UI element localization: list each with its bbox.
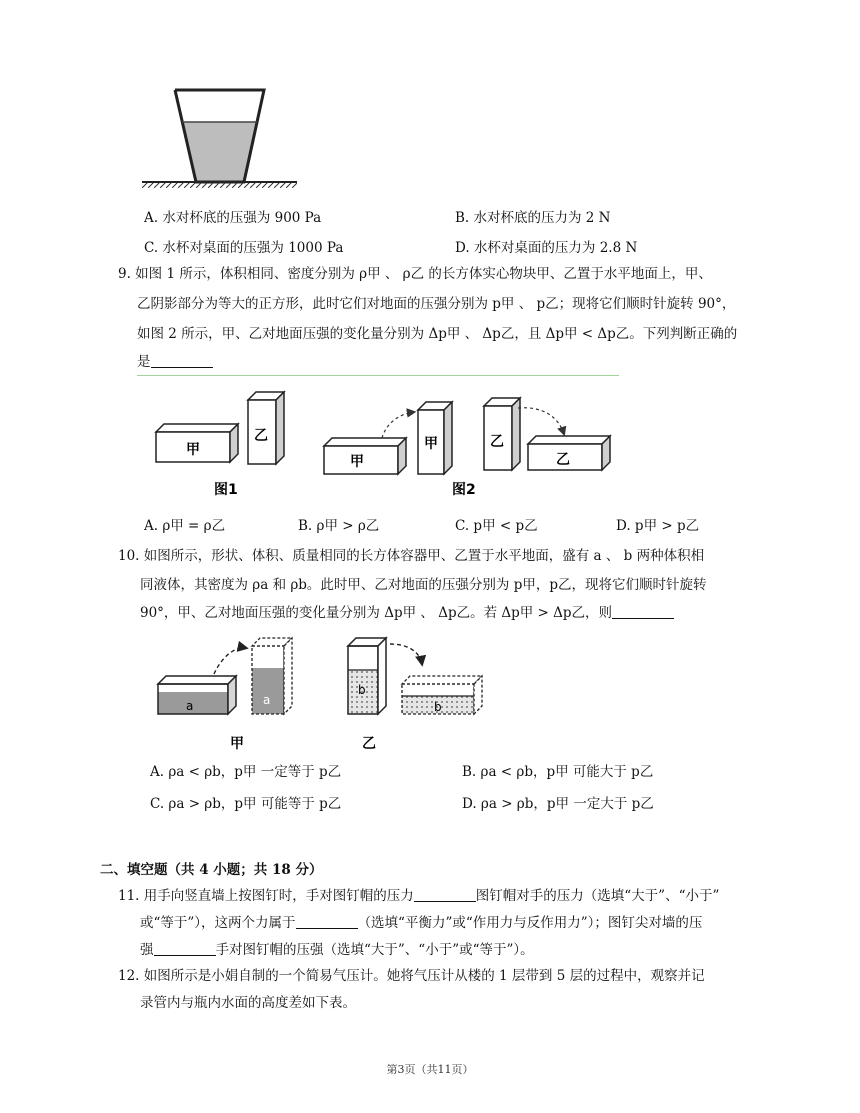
q9-line-4-text: 是: [137, 354, 151, 370]
fig2-block-yi-horizontal: [528, 436, 610, 470]
q9-line-1: 9. 如图 1 所示，体积相同、密度分别为 ρ甲 、 ρ乙 的长方体实心物块甲、乙置于水平地面上，甲、: [118, 266, 712, 282]
page-footer: 第3页（共11页）: [386, 1063, 474, 1076]
q10-line-1: 10. 如图所示，形状、体积、质量相同的长方体容器甲、乙置于水平地面，盛有 a 、 b 两种体积相: [118, 548, 705, 564]
divider: [137, 375, 619, 376]
fig1-label-yi: 乙: [254, 428, 268, 444]
q11-line-2: [140, 913, 702, 933]
q10-answer-blank[interactable]: [612, 604, 674, 619]
q11-line-3: [140, 940, 534, 960]
q12-line-2: 录管内与瓶内水面的高度差如下表。: [140, 995, 356, 1011]
q10-line-2: 同液体，其密度为 ρa 和 ρb。此时甲、乙对地面的压强分别为 p甲，p乙，现将它们顺时针旋转: [140, 577, 707, 593]
q10-line-3: [140, 603, 674, 623]
fig1-block-jia: [156, 424, 238, 462]
q11-blank-3[interactable]: [154, 941, 216, 956]
fig2-label-yi-horizontal: 乙: [556, 452, 570, 468]
q10-figure: [150, 630, 490, 752]
cup-figure: [130, 86, 305, 196]
q11-line-3a: 强: [140, 942, 154, 958]
fig2-label-jia-horizontal: 甲: [350, 454, 364, 470]
container-jia-vertical: [252, 638, 292, 714]
q10-option-d: D. ρa > ρb，p甲 一定大于 p乙: [462, 796, 654, 812]
fig2-label-jia-vertical: 甲: [424, 436, 438, 452]
q8-option-d: D. 水杯对桌面的压力为 2.8 N: [455, 240, 638, 256]
q11-line-1: [118, 886, 719, 906]
container-yi-vertical: [348, 638, 386, 714]
liquid-a-label-horizontal: a: [186, 699, 194, 713]
q9-figure: [150, 388, 620, 500]
liquid-a-label-vertical: a: [263, 693, 271, 707]
q11-line-2b: （选填“平衡力”或“作用力与反作用力”）；图钉尖对墙的压: [357, 915, 703, 931]
q8-option-c: C. 水杯对桌面的压强为 1000 Pa: [144, 240, 344, 256]
fig1-block-yi: [248, 392, 284, 464]
q11-line-1a: 11. 用手向竖直墙上按图钉时，手对图钉帽的压力: [118, 888, 414, 904]
q9-option-c: C. p甲 < p乙: [455, 518, 538, 534]
q8-option-b: B. 水对杯底的压力为 2 N: [455, 210, 611, 226]
q9-line-3: 如图 2 所示，甲、乙对地面压强的变化量分别为 Δp甲 、 Δp乙，且 Δp甲 < Δp乙。下列判断正确的: [137, 326, 738, 342]
section-2-heading: 二、填空题（共 4 小题；共 18 分）: [100, 862, 323, 878]
container-yi-horizontal: [402, 676, 482, 714]
fig1-caption: 图1: [214, 482, 238, 498]
liquid-b-label-horizontal: b: [434, 700, 442, 714]
q10-option-a: A. ρa < ρb，p甲 一定等于 p乙: [150, 764, 342, 780]
fig1-label-jia: 甲: [186, 442, 200, 458]
q10-label-jia: 甲: [230, 736, 244, 752]
q11-line-3b: 手对图钉帽的压强（选填“大于”、“小于”或“等于”）。: [215, 942, 534, 958]
q10-line-3-text: 90°，甲、乙对地面压强的变化量分别为 Δp甲 、 Δp乙。若 Δp甲 > Δp乙，则: [140, 605, 613, 621]
q11-blank-2[interactable]: [296, 914, 358, 929]
q9-line-2: 乙阴影部分为等大的正方形，此时它们对地面的压强分别为 p甲 、 p乙；现将它们顺时针旋转 90°，: [137, 296, 736, 312]
q11-blank-1[interactable]: [414, 887, 476, 902]
q10-option-b: B. ρa < ρb，p甲 可能大于 p乙: [462, 764, 654, 780]
fig2-block-yi-vertical: [484, 398, 520, 470]
q11-line-1b: 图钉帽对手的压力（选填“大于”、“小于”: [475, 888, 720, 904]
q12-line-1: 12. 如图所示是小娟自制的一个简易气压计。她将气压计从楼的 1 层带到 5 层的过程中，观察并记: [118, 968, 705, 984]
q10-option-c: C. ρa > ρb，p甲 可能等于 p乙: [150, 796, 342, 812]
fig2-caption: 图2: [452, 482, 476, 498]
fig2-block-jia-horizontal: [324, 438, 406, 474]
q9-line-4: [137, 352, 213, 372]
q8-option-a: A. 水对杯底的压强为 900 Pa: [144, 210, 322, 226]
container-jia-horizontal: [158, 676, 236, 714]
fig2-block-jia-vertical: [418, 402, 452, 474]
liquid-b-label-vertical: b: [358, 683, 366, 697]
q9-option-b: B. ρ甲 > ρ乙: [298, 518, 380, 534]
q9-answer-blank[interactable]: [151, 353, 213, 368]
fig2-label-yi-vertical: 乙: [490, 434, 504, 450]
q9-option-d: D. p甲 > p乙: [616, 518, 700, 534]
q9-option-a: A. ρ甲 = ρ乙: [144, 518, 226, 534]
q11-line-2a: 或“等于”），这两个力属于: [140, 915, 296, 931]
q10-label-yi: 乙: [362, 736, 376, 752]
